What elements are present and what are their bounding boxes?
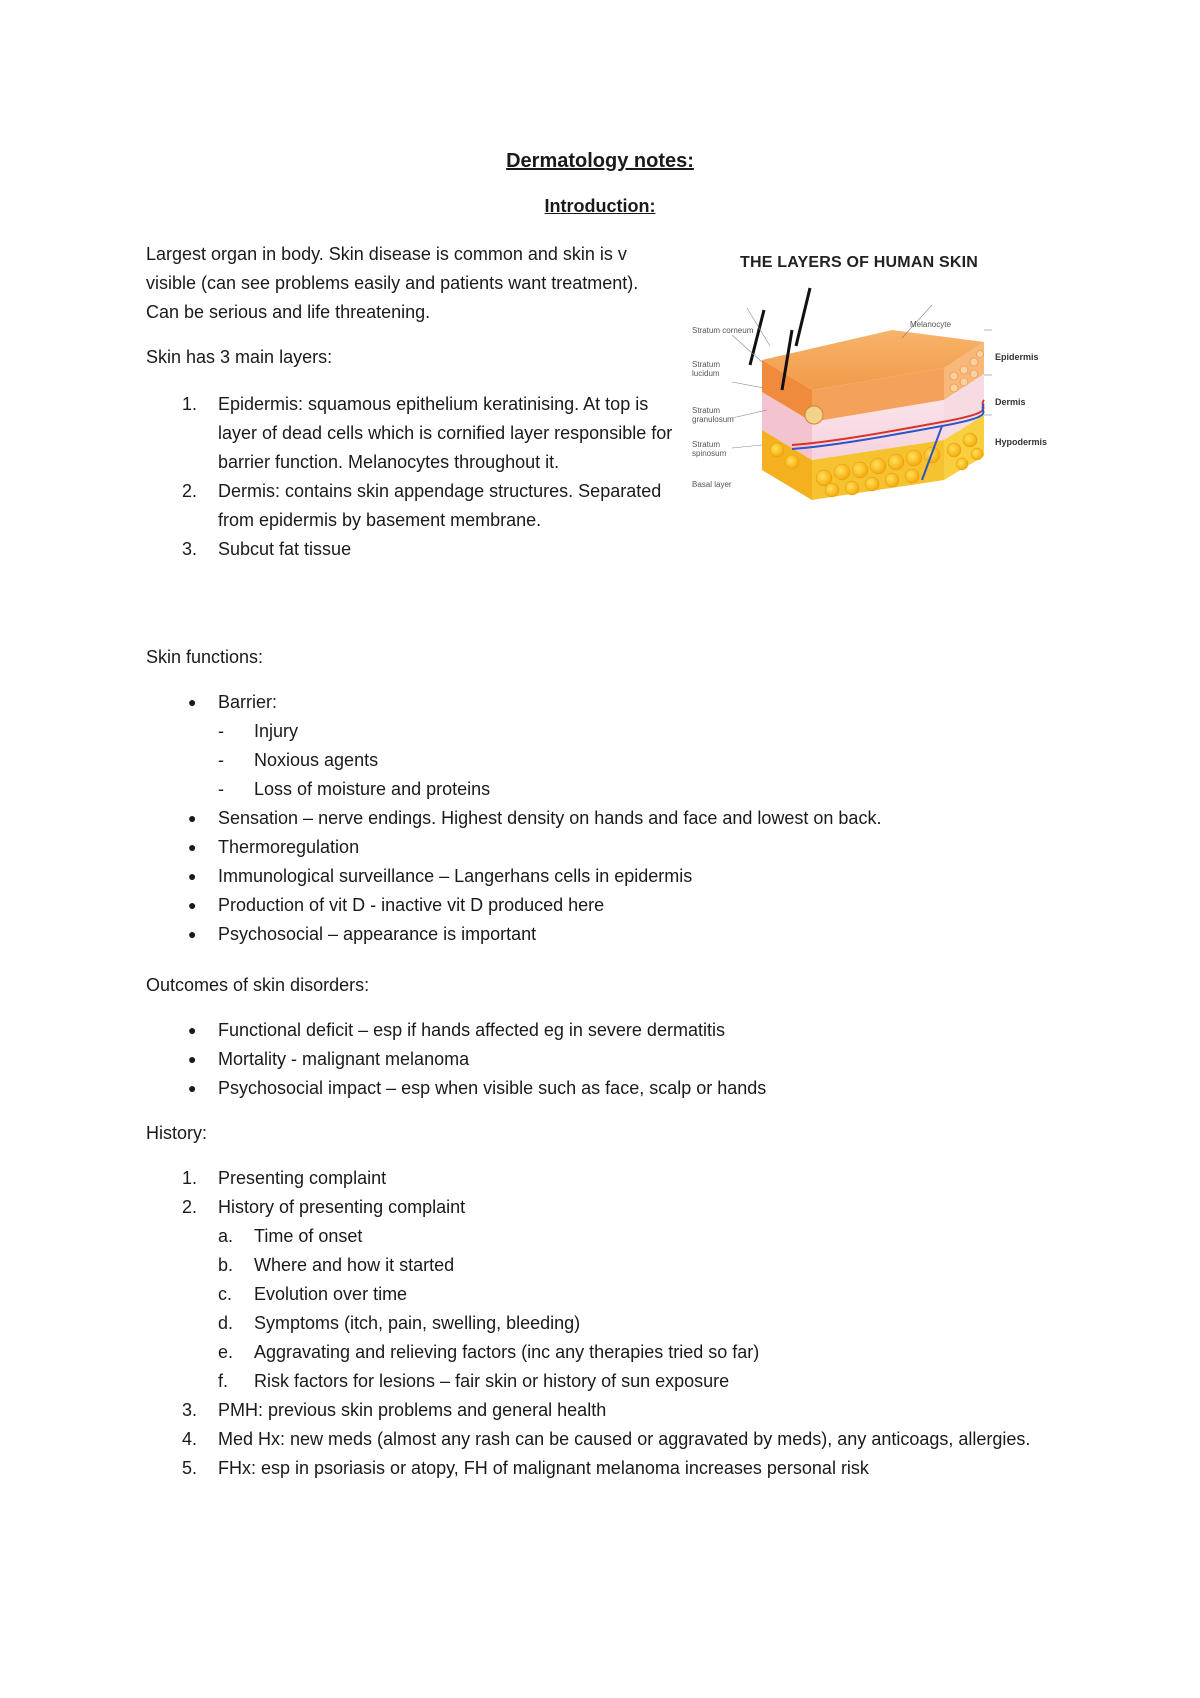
list-item-text: Mortality - malignant melanoma: [218, 1049, 470, 1069]
list-item-text: History of presenting complaint: [218, 1197, 466, 1217]
list-item-text: Sensation – nerve endings. Highest density on hands and face and lowest on back.: [218, 808, 882, 828]
list-item-text: Risk factors for lesions – fair skin or history of sun exposure: [254, 1371, 730, 1391]
list-item-text: Functional deficit – esp if hands affected eg in severe dermatitis: [218, 1020, 725, 1040]
label-dermis: Dermis: [995, 397, 1026, 407]
list-number: 2.: [182, 481, 198, 501]
list-item: [218, 1251, 1046, 1280]
list-item-text: Symptoms (itch, pain, swelling, bleeding): [254, 1313, 581, 1333]
list-item-text: Noxious agents: [254, 750, 379, 770]
list-item: [146, 920, 1046, 949]
list-number: 2.: [182, 1197, 198, 1217]
history-list: [146, 1164, 1046, 1483]
list-number: 3.: [182, 1400, 198, 1420]
bullet-icon: ●: [188, 694, 197, 710]
bullet-icon: ●: [188, 1080, 197, 1096]
list-item-text: Subcut fat tissue: [218, 539, 352, 559]
list-number: 5.: [182, 1458, 198, 1478]
list-item: [146, 1164, 1046, 1193]
list-number: 3.: [182, 539, 198, 559]
list-letter: c.: [218, 1284, 233, 1304]
list-item: [146, 1396, 1046, 1425]
bullet-icon: ●: [188, 839, 197, 855]
outcomes-list: [146, 1016, 1046, 1103]
list-item-text: Injury: [254, 721, 299, 741]
list-item-text: FHx: esp in psoriasis or atopy, FH of malignant melanoma increases personal risk: [218, 1458, 869, 1478]
outcomes-label: Outcomes of skin disorders:: [146, 975, 370, 995]
list-item: [146, 1074, 1046, 1103]
figure-title: THE LAYERS OF HUMAN SKIN: [740, 254, 979, 271]
list-item-text: Dermis: contains skin appendage structures. Separated from epidermis by basement membrane.: [218, 481, 662, 530]
list-item: [146, 535, 676, 564]
list-item-text: Time of onset: [254, 1226, 363, 1246]
bullet-icon: ●: [188, 868, 197, 884]
bullet-icon: ●: [188, 926, 197, 942]
list-item-text: Med Hx: new meds (almost any rash can be caused or aggravated by meds), any anticoags, allergies.: [218, 1429, 1031, 1449]
list-item-text: Thermoregulation: [218, 837, 360, 857]
list-item-text: Production of vit D - inactive vit D produced here: [218, 895, 605, 915]
list-item-text: Psychosocial – appearance is important: [218, 924, 537, 944]
list-item: [218, 1280, 1046, 1309]
skin-layers-figure: [692, 250, 1062, 560]
list-item: [146, 390, 676, 477]
label-hypodermis: Hypodermis: [995, 437, 1048, 447]
list-number: 1.: [182, 394, 198, 414]
list-item: [218, 775, 1046, 804]
list-item: [146, 891, 1046, 920]
list-item-text: Where and how it started: [254, 1255, 455, 1275]
skin-layers-list: [146, 390, 676, 564]
label-stratum-granulosum: Stratum granulosum: [692, 406, 734, 424]
list-item: [218, 1222, 1046, 1251]
list-letter: f.: [218, 1371, 229, 1391]
list-letter: a.: [218, 1226, 234, 1246]
introduction-paragraph: Largest organ in body. Skin disease is common and skin is v visible (can see problems easily and patients want treatment). Can be serious and life threatening.: [146, 244, 639, 322]
list-item: [146, 1016, 1046, 1045]
list-item: [218, 746, 1046, 775]
label-stratum-lucidum: Stratum lucidum: [692, 360, 721, 378]
list-item: [146, 1425, 1046, 1454]
list-item: [218, 717, 1046, 746]
list-number: 1.: [182, 1168, 198, 1188]
dash-icon: -: [218, 779, 224, 799]
list-item: [218, 1367, 1046, 1396]
history-label: History:: [146, 1123, 208, 1143]
label-stratum-corneum: Stratum corneum: [692, 326, 754, 335]
introduction-heading: Introduction:: [544, 196, 656, 216]
label-basal-layer: Basal layer: [692, 480, 732, 489]
list-item: [218, 1309, 1046, 1338]
list-item-text: PMH: previous skin problems and general health: [218, 1400, 607, 1420]
label-melanocyte: Melanocyte: [910, 320, 951, 329]
list-letter: d.: [218, 1313, 234, 1333]
bullet-icon: ●: [188, 1051, 197, 1067]
bullet-icon: ●: [188, 897, 197, 913]
label-epidermis: Epidermis: [995, 352, 1039, 362]
list-item: [146, 804, 1046, 833]
functions-label: Skin functions:: [146, 647, 264, 667]
skin-functions-list: [146, 688, 1046, 949]
document-title: Dermatology notes:: [506, 150, 694, 172]
list-letter: b.: [218, 1255, 234, 1275]
dash-icon: -: [218, 721, 224, 741]
bullet-icon: ●: [188, 810, 197, 826]
bullet-icon: ●: [188, 1022, 197, 1038]
list-item-text: Immunological surveillance – Langerhans cells in epidermis: [218, 866, 693, 886]
list-item-text: Aggravating and relieving factors (inc any therapies tried so far): [254, 1342, 760, 1362]
list-item-text: Loss of moisture and proteins: [254, 779, 491, 799]
dash-icon: -: [218, 750, 224, 770]
list-item: [146, 688, 1046, 804]
list-item: [146, 833, 1046, 862]
label-stratum-spinosum: Stratum spinosum: [692, 440, 727, 458]
list-item-text: Psychosocial impact – esp when visible such as face, scalp or hands: [218, 1078, 767, 1098]
barrier-sublist: [218, 717, 1046, 804]
list-item: [146, 1454, 1046, 1483]
layers-label: Skin has 3 main layers:: [146, 347, 333, 367]
list-item-text: Evolution over time: [254, 1284, 408, 1304]
list-item-text: Presenting complaint: [218, 1168, 387, 1188]
hpc-sublist: [218, 1222, 1046, 1396]
list-item: [146, 1045, 1046, 1074]
list-item: [146, 477, 676, 535]
list-item: [146, 1193, 1046, 1396]
list-item: [218, 1338, 1046, 1367]
list-letter: e.: [218, 1342, 234, 1362]
list-item-text: Epidermis: squamous epithelium keratinising. At top is layer of dead cells which is cornified layer responsible for barrier function. Melanocytes throughout it.: [218, 394, 673, 472]
list-number: 4.: [182, 1429, 198, 1449]
list-item: [146, 862, 1046, 891]
list-item-text: Barrier:: [218, 692, 278, 712]
